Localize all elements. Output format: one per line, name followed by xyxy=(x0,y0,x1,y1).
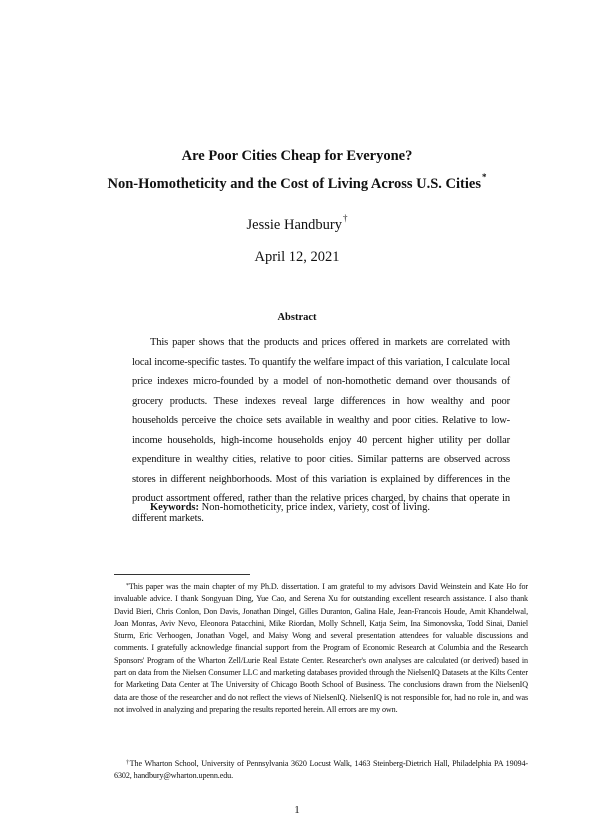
keywords-label: Keywords: xyxy=(150,502,199,513)
author-name-text: Jessie Handbury xyxy=(246,217,342,233)
keywords-line xyxy=(132,500,510,515)
abstract-body: This paper shows that the products and prices offered in markets are correlated with local income-specific tastes. To quantify the welfare impact of this variation, I calculate local price indexes micro-founded by a model of non-homothetic demand over thousands of grocery products. These indexes reveal large differences in how wealthy and poor households perceive the choice sets available in wealthy and poor cities. Relative to low-income households, high-income households enjoy 40 percent higher utility per dollar expenditure in wealthy cities, relative to poor cities. Similar patterns are observed across stores in different neighborhoods. Most of this variation is explained by differences in the product assortment offered, rather than the relative prices charged, by chains that operate in different markets. xyxy=(132,337,510,524)
footnote-mark: † xyxy=(126,760,130,766)
paper-date: April 12, 2021 xyxy=(254,249,340,265)
paper-subtitle xyxy=(0,172,594,193)
footnote-acknowledgements xyxy=(114,581,528,716)
author-footnote-mark[interactable]: † xyxy=(342,213,348,224)
footnote-affiliation xyxy=(114,758,528,783)
keywords-text: Non-homotheticity, price index, variety, cost of living. xyxy=(201,502,431,513)
paper-title xyxy=(0,148,594,165)
footnote-mark: * xyxy=(126,583,129,589)
author-name xyxy=(0,213,594,234)
subtitle-footnote-mark[interactable]: * xyxy=(482,172,487,183)
page-number: 1 xyxy=(294,804,300,816)
footnote-divider xyxy=(114,574,250,575)
footnote-text: This paper was the main chapter of my Ph.D. dissertation. I am grateful to my advisors David Weinstein and Kate Ho for invaluable advice. I thank Songyuan Ding, Yue Cao, and Serena Xu for outstanding excellent research assistance. I also thank David Bieri, Chris Conlon, Don Davis, Jonathan Dingel, Gilles Duranton, Galina Hale, Jean-Francois Houde, Amit Khandelwal, Joan Monras, Aviv Nevo, Eleonora Patacchini, Mike Riordan, Molly Schnell, Katja Seim, Ina Simonovska, Todd Sinai, Daniel Sturm, Eric Verhoogen, Jonathan Vogel, and Maisy Wong and several presentation attendees for valuable discussions and comments. I gratefully acknowledge financial support from the Program of Economic Research at Columbia and the Research Sponsors' Program of the Wharton Zell/Lurie Real Estate Center. Researcher's own analyses are calculated (or derived) based in part on data from the Nielsen Consumer LLC and marketing databases provided through the NielsenIQ Datasets at the Kilts Center for Marketing Data Center at The University of Chicago Booth School of Business. The conclusions drawn from the NielsenIQ data are those of the researcher and do not reflect the views of NielsenIQ. NielsenIQ is not responsible for, had no role in, and was not involved in analyzing and preparing the results reported herein. All errors are my own. xyxy=(114,582,528,714)
footnote-text: The Wharton School, University of Pennsylvania 3620 Locust Walk, 1463 Steinberg-Dietrich Hall, Philadelphia PA 19094-6302, handbury@wharton.upenn.edu. xyxy=(114,759,528,781)
paper-subtitle-text: Non-Homotheticity and the Cost of Living Across U.S. Cities xyxy=(107,176,481,192)
paper-title-text: Are Poor Cities Cheap for Everyone? xyxy=(181,148,413,164)
abstract-heading: Abstract xyxy=(277,312,317,323)
